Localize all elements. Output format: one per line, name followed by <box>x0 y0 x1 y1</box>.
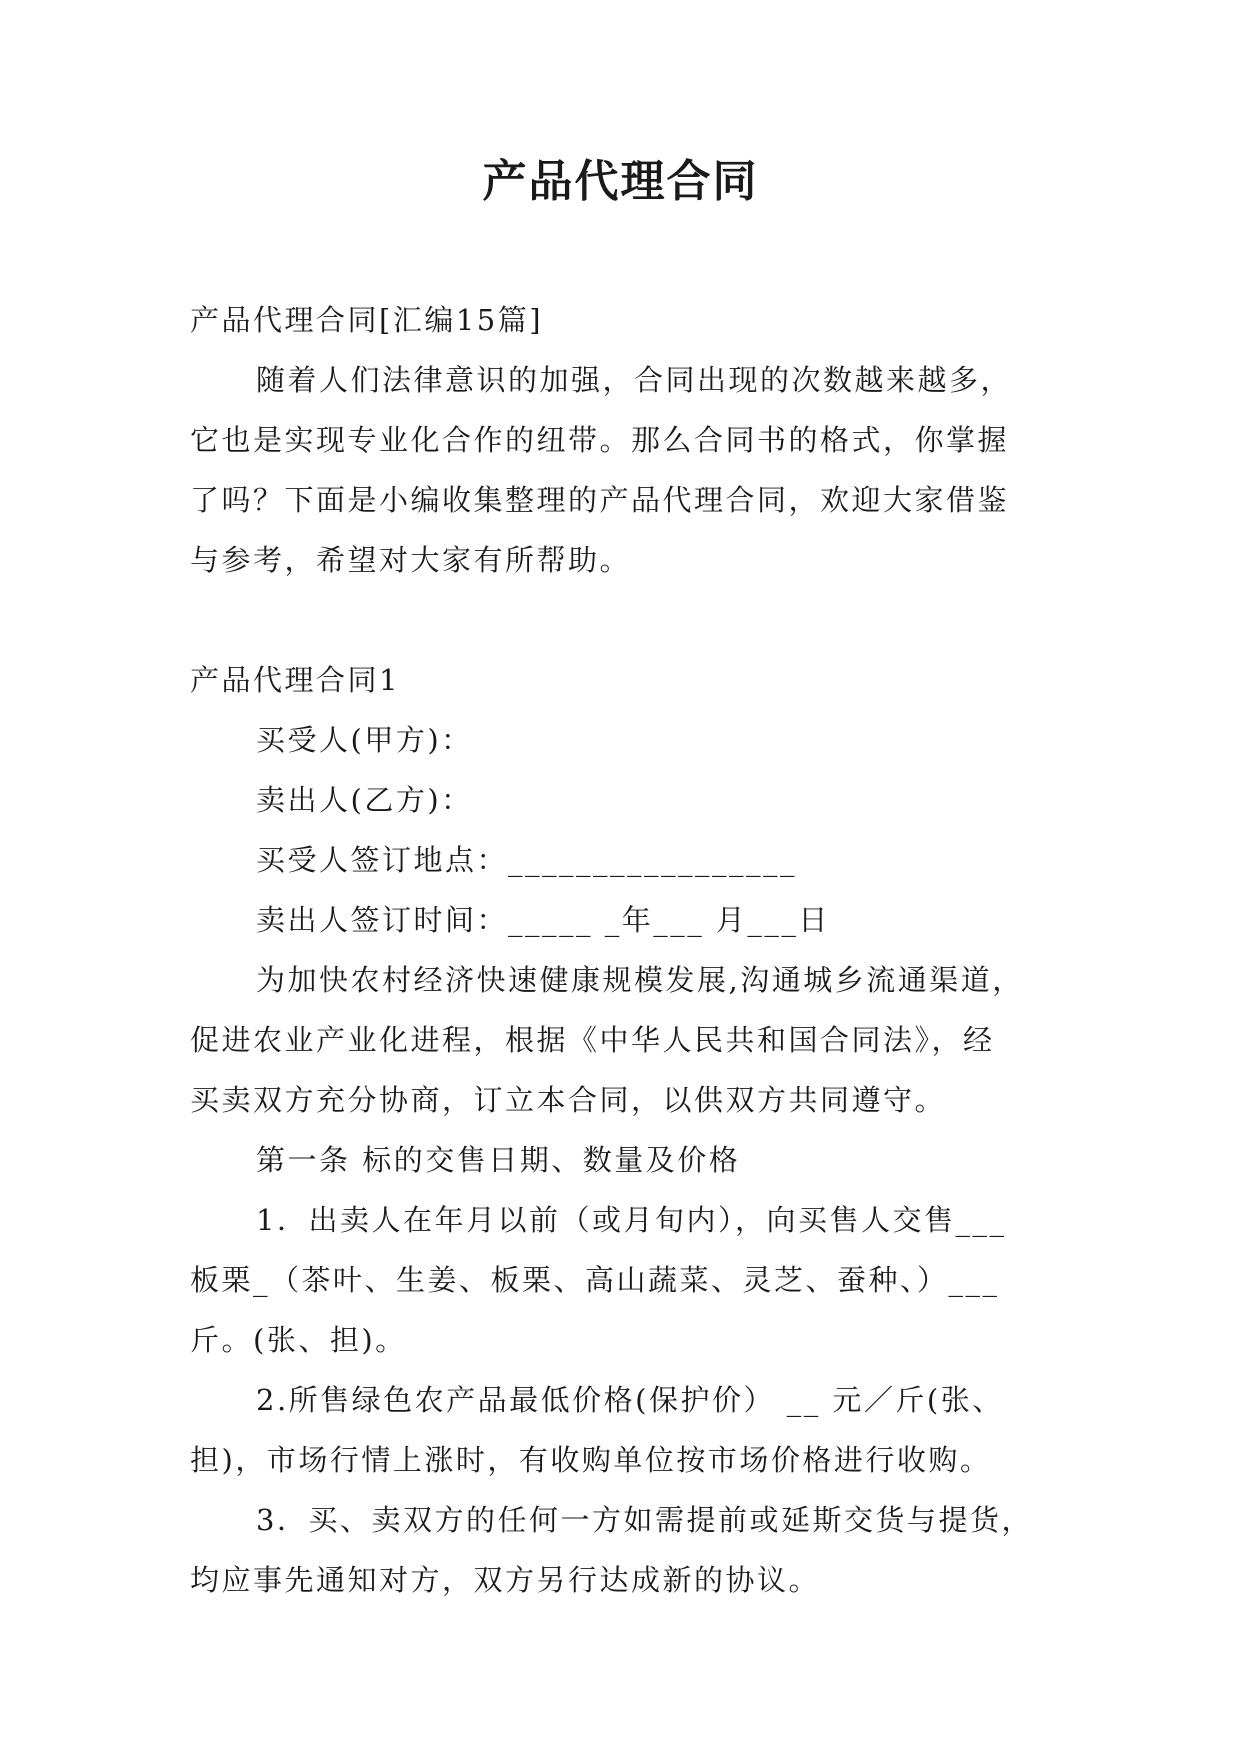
clause-line: 1．出卖人在年月以前（或月旬内），向买售人交售___ <box>256 1203 1007 1237</box>
clause-1 <box>190 1190 1060 1370</box>
buyer-place-field: 买受人签订地点：_________________ <box>256 843 798 877</box>
clause-2 <box>190 1370 1060 1490</box>
section-heading: 产品代理合同1 <box>190 663 400 697</box>
purpose-line: 为加快农村经济快速健康规模发展,沟通城乡流通渠道， <box>256 963 1024 997</box>
purpose-paragraph <box>190 950 1060 1130</box>
buyer-field: 买受人(甲方)： <box>256 723 473 757</box>
document-title: 产品代理合同 <box>482 156 759 207</box>
clause-line: 2.所售绿色农产品最低价格(保护价） __ 元／斤(张、 <box>256 1383 1004 1417</box>
intro-line: 与参考，希望对大家有所帮助。 <box>190 543 632 577</box>
intro-line: 了吗？下面是小编收集整理的产品代理合同，欢迎大家借鉴 <box>190 483 1010 517</box>
purpose-line: 买卖双方充分协商，订立本合同，以供双方共同遵守。 <box>190 1083 947 1117</box>
paragraph-spacer <box>190 590 1060 650</box>
clause-line: 板栗_（茶叶、生姜、板栗、高山蔬菜、灵芝、蚕种、）___ <box>190 1263 1000 1297</box>
clause-line: 斤。(张、担)。 <box>190 1323 407 1357</box>
document-body <box>190 290 1060 1610</box>
clause-line: 均应事先通知对方，双方另行达成新的协议。 <box>190 1563 821 1597</box>
seller-time-field: 卖出人签订时间：_____ _年___ 月___日 <box>256 903 830 937</box>
article-heading: 第一条 标的交售日期、数量及价格 <box>256 1143 741 1177</box>
intro-line: 它也是实现专业化合作的纽带。那么合同书的格式，你掌握 <box>190 423 1010 457</box>
purpose-line: 促进农业产业化进程，根据《中华人民共和国合同法》，经 <box>190 1023 995 1057</box>
intro-line: 随着人们法律意识的加强，合同出现的次数越来越多， <box>256 363 1013 397</box>
clause-3 <box>190 1490 1060 1610</box>
clause-line: 3．买、卖双方的任何一方如需提前或延斯交货与提货， <box>256 1503 1033 1537</box>
seller-field: 卖出人(乙方)： <box>256 783 473 817</box>
intro-paragraph <box>190 350 1060 590</box>
document-subtitle: 产品代理合同[汇编15篇] <box>190 303 544 337</box>
clause-line: 担)，市场行情上涨时，有收购单位按市场价格进行收购。 <box>190 1443 992 1477</box>
